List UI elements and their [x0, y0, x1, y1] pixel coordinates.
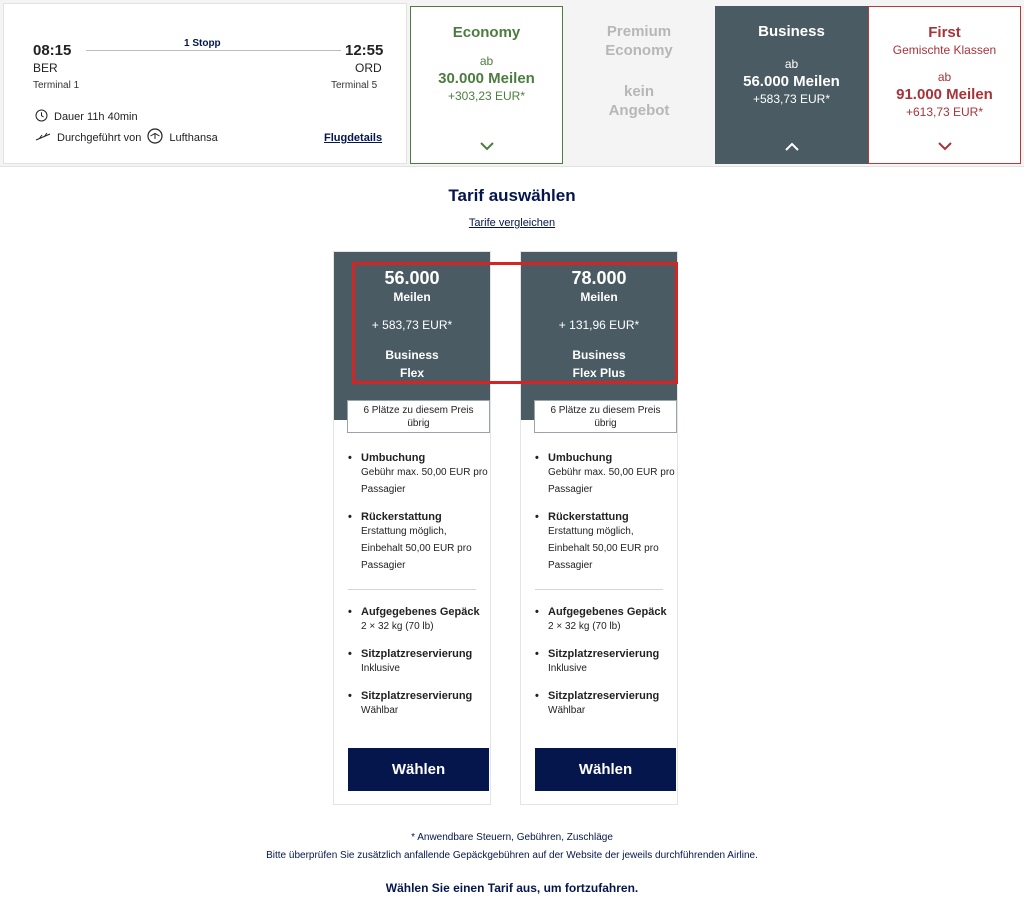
cabin-business[interactable]: [715, 6, 868, 164]
arrival-terminal: Terminal 5: [331, 80, 378, 91]
feature-detail: Inklusive: [361, 663, 400, 674]
feature-seat-reservation: [348, 648, 488, 677]
cabin-first-name: First: [928, 24, 961, 41]
airline-name: Lufthansa: [169, 131, 218, 144]
fare-name-line-2: Flex Plus: [572, 366, 626, 380]
feature-detail: 2 × 32 kg (70 lb): [361, 621, 434, 632]
chevron-down-icon: [480, 141, 494, 151]
feature-heading: • Sitzplatzreservierung: [348, 648, 488, 660]
feature-seat-selection: [348, 690, 488, 719]
feature-baggage: [535, 606, 675, 635]
feature-heading: • Aufgegebenes Gepäck: [348, 606, 488, 618]
select-tariff-prompt: Wählen Sie einen Tarif aus, um fortzufahren.: [385, 881, 639, 895]
divider: [535, 589, 663, 590]
price-highlight-box: [352, 262, 678, 384]
feature-detail: Gebühr max. 50,00 EUR pro: [548, 467, 675, 478]
feature-detail: Passagier: [548, 560, 593, 571]
arrival-time: 12:55: [345, 42, 384, 59]
footnote-baggage: Bitte überprüfen Sie zusätzlich anfallende Gepäckgebühren auf der Website der jeweils durchführenden Airline.: [266, 850, 758, 861]
feature-heading: • Umbuchung: [348, 452, 488, 464]
feature-refund: [348, 511, 488, 574]
feature-heading: • Umbuchung: [535, 452, 675, 464]
feature-seat-selection: [535, 690, 675, 719]
duration-row: [35, 109, 138, 125]
divider: [348, 589, 476, 590]
feature-detail: Gebühr max. 50,00 EUR pro: [361, 467, 488, 478]
flight-details-link[interactable]: Flugdetails: [324, 132, 383, 144]
cabin-first-ab: ab: [937, 70, 952, 84]
feature-detail: Erstattung möglich,: [548, 526, 634, 537]
tariff-miles-unit: Meilen: [393, 290, 431, 304]
select-business-flex-plus-button[interactable]: Wählen: [535, 748, 676, 791]
feature-detail: Inklusive: [548, 663, 587, 674]
flight-summary-bar: [0, 0, 1024, 166]
feature-heading: • Aufgegebenes Gepäck: [535, 606, 675, 618]
seats-left-line-1: 6 Plätze zu diesem Preis: [363, 405, 474, 416]
feature-detail: Passagier: [548, 484, 593, 495]
feature-heading: • Sitzplatzreservierung: [348, 690, 488, 702]
cabin-economy-eur: +303,23 EUR*: [447, 89, 526, 103]
feature-detail: Wählbar: [548, 705, 586, 716]
feature-detail: Einbehalt 50,00 EUR pro: [548, 543, 659, 554]
feature-rebooking: [535, 452, 675, 498]
cabin-economy-miles: 30.000 Meilen: [438, 70, 535, 87]
feature-detail: Wählbar: [361, 705, 399, 716]
cabin-first-eur: +613,73 EUR*: [905, 105, 984, 119]
feature-heading: • Sitzplatzreservierung: [535, 690, 675, 702]
feature-detail: Passagier: [361, 560, 406, 571]
clock-icon: [35, 109, 48, 125]
chevron-up-icon: [785, 142, 799, 152]
cabin-business-eur: +583,73 EUR*: [752, 92, 831, 106]
departure-time: 08:15: [33, 42, 72, 59]
cabin-economy[interactable]: [410, 6, 563, 164]
duration-label: Dauer 11h 40min: [54, 111, 138, 123]
tariff-title: Tarif auswählen: [448, 186, 576, 205]
seats-left-line-2: übrig: [594, 418, 617, 429]
tariff-miles-unit: Meilen: [580, 290, 618, 304]
cabin-business-ab: ab: [784, 57, 799, 71]
cabin-first[interactable]: [868, 6, 1021, 164]
feature-refund: [535, 511, 675, 574]
feature-rebooking: [348, 452, 488, 498]
select-business-flex-button[interactable]: Wählen: [348, 748, 489, 791]
fare-name-line-1: Business: [385, 348, 439, 362]
seats-left-badge: [347, 400, 490, 433]
operated-by-label: Durchgeführt von: [57, 131, 142, 144]
cabin-economy-name: Economy: [452, 24, 521, 41]
cabin-business-name: Business: [758, 23, 825, 40]
flight-info-panel: [3, 3, 407, 164]
route-line: [86, 50, 341, 51]
tariff-miles: 56.000: [384, 268, 440, 288]
fare-name-line-2: Flex: [399, 366, 424, 380]
feature-heading: • Rückerstattung: [348, 511, 488, 523]
cabin-premium-none-2: Angebot: [608, 102, 670, 119]
departure-airport: BER: [33, 61, 58, 75]
chevron-down-icon: [938, 141, 952, 151]
arrival-airport: ORD: [355, 61, 382, 75]
operator-row: [35, 128, 218, 147]
feature-detail: Erstattung möglich,: [361, 526, 447, 537]
lufthansa-logo-icon: [147, 128, 163, 147]
stops-label: 1 Stopp: [184, 38, 221, 49]
tariff-eur: + 583,73 EUR*: [371, 318, 453, 332]
feature-detail: Einbehalt 50,00 EUR pro: [361, 543, 472, 554]
feature-heading: • Rückerstattung: [535, 511, 675, 523]
seats-left-line-1: 6 Plätze zu diesem Preis: [550, 405, 661, 416]
seats-left-line-2: übrig: [407, 418, 430, 429]
footnote: [0, 829, 1024, 865]
feature-seat-reservation: [535, 648, 675, 677]
fare-name-line-1: Business: [572, 348, 626, 362]
cabin-premium-none-1: kein: [623, 83, 654, 100]
cabin-premium-name-2: Economy: [605, 42, 673, 59]
feature-detail: Passagier: [361, 484, 406, 495]
plane-icon: [35, 130, 51, 145]
compare-tariffs-link[interactable]: Tarife vergleichen: [468, 217, 556, 229]
tariff-miles: 78.000: [571, 268, 627, 288]
departure-terminal: Terminal 1: [33, 80, 80, 91]
cabin-premium-name-1: Premium: [606, 23, 672, 40]
footnote-taxes: * Anwendbare Steuern, Gebühren, Zuschläge: [411, 832, 613, 843]
seats-left-badge: [534, 400, 677, 433]
feature-baggage: [348, 606, 488, 635]
cabin-first-miles: 91.000 Meilen: [896, 86, 993, 103]
cabin-economy-ab: ab: [479, 54, 494, 68]
feature-heading: • Sitzplatzreservierung: [535, 648, 675, 660]
cabin-premium-economy: [563, 6, 715, 164]
tariff-eur: + 131,96 EUR*: [558, 318, 640, 332]
feature-detail: 2 × 32 kg (70 lb): [548, 621, 621, 632]
cabin-business-miles: 56.000 Meilen: [743, 73, 840, 90]
cabin-first-sub: Gemischte Klassen: [892, 43, 997, 57]
